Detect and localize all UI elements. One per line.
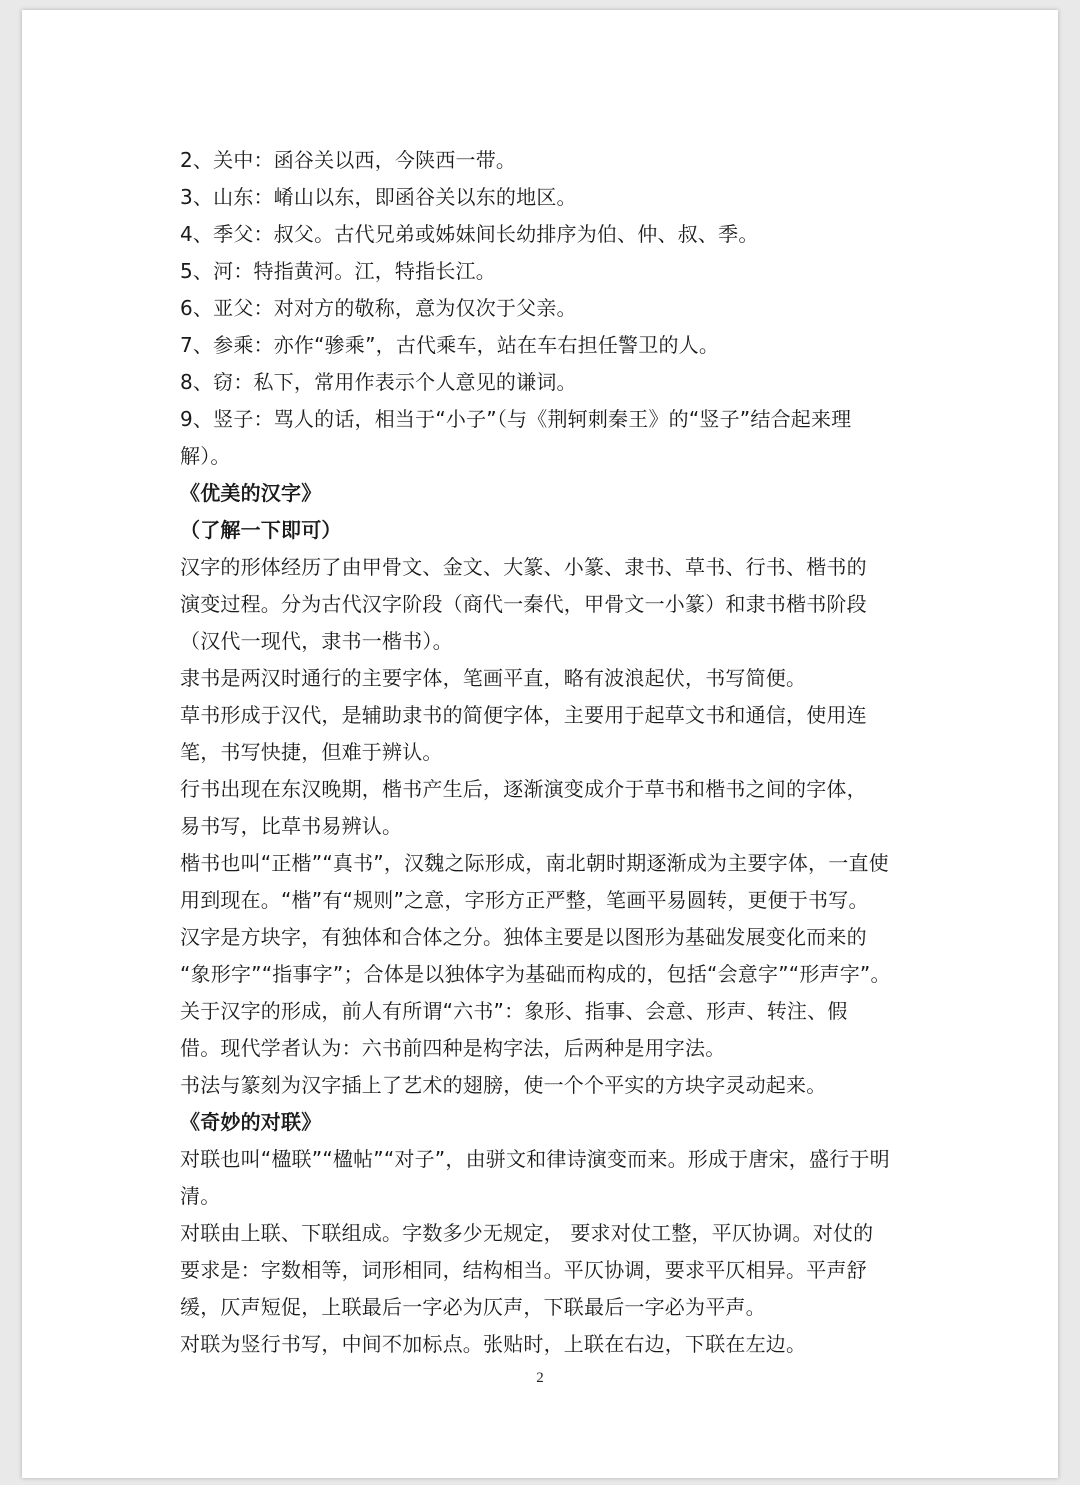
text-line: “象形字”“指事字”；合体是以独体字为基础而构成的，包括“会意字”“形声字”。 bbox=[180, 962, 891, 986]
text-line: 借。现代学者认为：六书前四种是构字法，后两种是用字法。 bbox=[180, 1036, 726, 1060]
section-heading: （了解一下即可） bbox=[180, 518, 342, 542]
text-line: 2、关中：函谷关以西，今陕西一带。 bbox=[180, 148, 517, 172]
text-line: （汉代一现代，隶书一楷书）。 bbox=[180, 629, 453, 653]
document-page bbox=[22, 10, 1058, 1478]
text-line: 汉字是方块字，有独体和合体之分。独体主要是以图形为基础发展变化而来的 bbox=[180, 925, 867, 949]
text-line: 6、亚父：对对方的敬称，意为仅次于父亲。 bbox=[180, 296, 577, 320]
text-line: 笔，书写快捷，但难于辨认。 bbox=[180, 740, 443, 764]
text-line: 楷书也叫“正楷”“真书”，汉魏之际形成，南北朝时期逐渐成为主要字体，一直使 bbox=[180, 851, 889, 875]
text-line: 对联为竖行书写，中间不加标点。张贴时，上联在右边，下联在左边。 bbox=[180, 1332, 807, 1356]
text-line: 要求是：字数相等，词形相同，结构相当。平仄协调，要求平仄相异。平声舒 bbox=[180, 1258, 867, 1282]
text-line: 8、窃：私下，常用作表示个人意见的谦词。 bbox=[180, 370, 577, 394]
page-number: 2 bbox=[536, 1370, 544, 1386]
section-heading: 《优美的汉字》 bbox=[180, 481, 322, 505]
text-line: 对联由上联、下联组成。字数多少无规定， 要求对仗工整，平仄协调。对仗的 bbox=[180, 1221, 874, 1245]
section-heading: 《奇妙的对联》 bbox=[180, 1110, 322, 1134]
text-line: 书法与篆刻为汉字插上了艺术的翅膀，使一个个平实的方块字灵动起来。 bbox=[180, 1073, 827, 1097]
text-line: 解）。 bbox=[180, 444, 231, 468]
text-line: 对联也叫“楹联”“楹帖”“对子”，由骈文和律诗演变而来。形成于唐宋，盛行于明 bbox=[180, 1147, 890, 1171]
document-body bbox=[180, 142, 900, 1363]
text-line: 演变过程。分为古代汉字阶段（商代一秦代，甲骨文一小篆）和隶书楷书阶段 bbox=[180, 592, 867, 616]
text-line: 草书形成于汉代，是辅助隶书的简便字体，主要用于起草文书和通信，使用连 bbox=[180, 703, 867, 727]
text-line: 缓，仄声短促，上联最后一字必为仄声，下联最后一字必为平声。 bbox=[180, 1295, 766, 1319]
text-line: 隶书是两汉时通行的主要字体，笔画平直，略有波浪起伏，书写简便。 bbox=[180, 666, 807, 690]
text-line: 行书出现在东汉晚期，楷书产生后，逐渐演变成介于草书和楷书之间的字体， bbox=[180, 777, 867, 801]
text-line: 关于汉字的形成，前人有所谓“六书”：象形、指事、会意、形声、转注、假 bbox=[180, 999, 848, 1023]
text-line: 汉字的形体经历了由甲骨文、金文、大篆、小篆、隶书、草书、行书、楷书的 bbox=[180, 555, 867, 579]
text-line: 清。 bbox=[180, 1184, 221, 1208]
text-line: 9、竖子：骂人的话，相当于“小子”（与《荆轲刺秦王》的“竖子”结合起来理 bbox=[180, 407, 852, 431]
text-line: 4、季父：叔父。古代兄弟或姊妹间长幼排序为伯、仲、叔、季。 bbox=[180, 222, 759, 246]
text-line: 3、山东：崤山以东，即函谷关以东的地区。 bbox=[180, 185, 577, 209]
text-line: 用到现在。“楷”有“规则”之意，字形方正严整，笔画平易圆转，更便于书写。 bbox=[180, 888, 869, 912]
text-line: 7、参乘：亦作“骖乘”，古代乘车，站在车右担任警卫的人。 bbox=[180, 333, 720, 357]
text-line: 5、河：特指黄河。江，特指长江。 bbox=[180, 259, 496, 283]
text-line: 易书写，比草书易辨认。 bbox=[180, 814, 403, 838]
